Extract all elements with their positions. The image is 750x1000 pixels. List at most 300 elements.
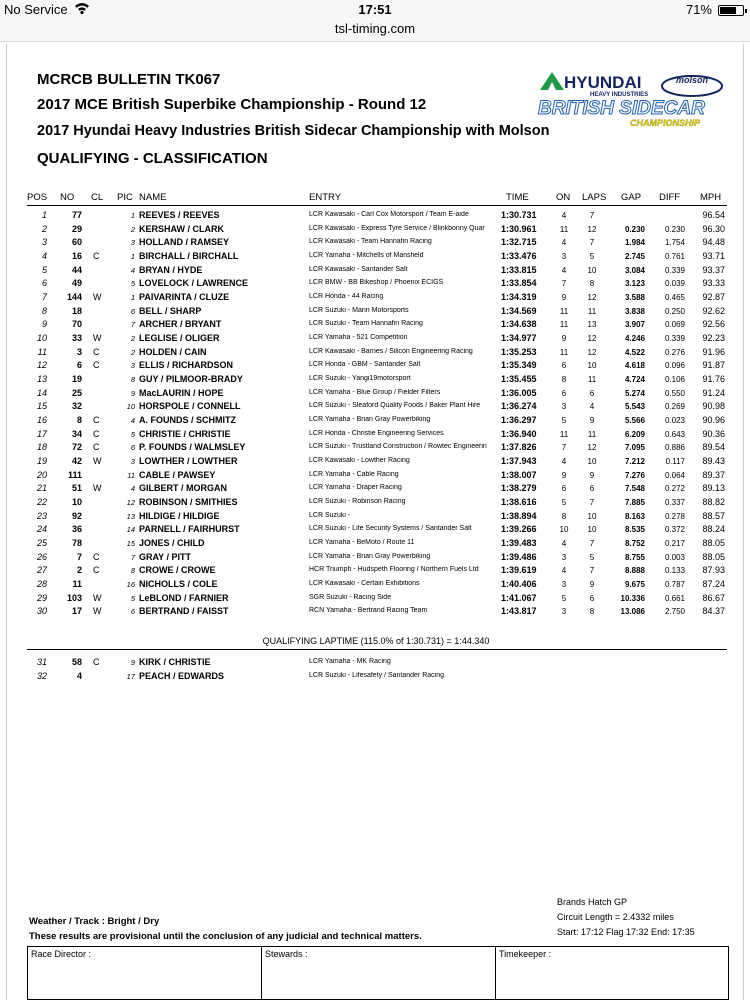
cell-pic: 12	[126, 498, 135, 508]
table-row	[7, 565, 745, 578]
table-row	[7, 606, 745, 619]
cell-gap: 8.535	[624, 525, 645, 535]
col-pic: PIC	[117, 192, 133, 203]
cell-diff: 0.761	[664, 252, 685, 261]
table-row	[7, 511, 745, 524]
cell-cl: C	[93, 360, 100, 371]
cell-time: 1:36.005	[501, 387, 537, 398]
cell-pic: 16	[126, 580, 135, 590]
cell-laps: 7	[589, 498, 595, 508]
cell-entry: LCR Honda - GBM - Santander Salt	[309, 361, 421, 369]
cell-name: BIRCHALL / BIRCHALL	[139, 251, 239, 261]
cell-name: PEACH / EDWARDS	[139, 670, 225, 681]
table-row	[7, 224, 745, 237]
cell-name: ELLIS / RICHARDSON	[139, 360, 234, 371]
cell-no: 29	[71, 223, 82, 234]
cell-mph: 91.96	[702, 346, 725, 357]
battery-icon	[718, 5, 744, 16]
cell-laps: 11	[587, 375, 597, 385]
cell-on: 11	[559, 224, 569, 234]
cell-name: NICHOLLS / COLE	[139, 579, 218, 590]
cell-no: 103	[66, 592, 82, 603]
cell-laps: 12	[587, 334, 597, 344]
cell-cl: W	[93, 483, 102, 494]
cell-entry: LCR Suzuki - Yangi19motorsport	[309, 375, 411, 383]
cell-no: 32	[71, 401, 82, 412]
cell-time: 1:34.977	[501, 333, 537, 344]
col-gap: GAP	[621, 192, 642, 203]
cell-entry: LCR Suzuki - Marin Motorsports	[309, 306, 409, 314]
weather-track: Weather / Track : Bright / Dry	[29, 916, 160, 927]
cell-entry: LCR Yamaha - MK Racing	[309, 658, 391, 665]
cell-entry: LCR Kawasaki - Santander Salt	[309, 265, 408, 273]
cell-pos: 10	[36, 333, 47, 344]
cell-pos: 16	[36, 415, 47, 426]
table-row	[7, 483, 745, 496]
cell-diff: 0.272	[664, 484, 685, 494]
cell-pos: 7	[41, 292, 47, 303]
cell-on: 4	[561, 238, 567, 248]
table-row	[7, 292, 745, 305]
cell-laps: 12	[587, 443, 597, 453]
cell-on: 7	[561, 443, 567, 453]
cell-pos: 5	[41, 264, 47, 275]
qualifying-laptime: QUALIFYING LAPTIME (115.0% of 1:30.731) = 1:44.340	[262, 636, 490, 646]
col-on: ON	[556, 192, 571, 203]
cell-on: 7	[561, 279, 567, 289]
table-row	[7, 456, 745, 469]
cell-pic: 10	[126, 402, 135, 412]
cell-time: 1:33.854	[501, 278, 537, 289]
cell-time: 1:37.826	[501, 442, 537, 453]
cell-entry: LCR BMW - BB Bikeshop / Phoenix ECIGS	[309, 279, 444, 287]
cell-diff: 0.643	[664, 429, 685, 439]
table-row	[7, 442, 745, 455]
cell-on: 5	[561, 416, 567, 426]
cell-time: 1:41.067	[501, 592, 537, 603]
cell-mph: 89.54	[702, 442, 725, 453]
cell-no: 10	[71, 497, 82, 508]
cell-cl: C	[93, 346, 100, 357]
table-row	[7, 237, 745, 250]
cell-name: LeBLOND / FARNIER	[139, 592, 229, 603]
cell-no: 34	[71, 428, 82, 439]
cell-gap: 3.838	[624, 306, 645, 316]
table-row	[7, 374, 745, 387]
cell-laps: 13	[587, 320, 597, 330]
cell-time: 1:39.486	[501, 551, 537, 562]
col-laps: LAPS	[582, 192, 607, 203]
cell-mph: 90.98	[702, 401, 725, 412]
cell-no: 25	[71, 387, 82, 398]
cell-mph: 91.76	[702, 374, 725, 385]
cell-time: 1:43.817	[501, 606, 537, 617]
cell-on: 4	[561, 566, 567, 576]
table-row	[7, 388, 745, 401]
cell-name: A. FOUNDS / SCHMITZ	[139, 415, 236, 426]
cell-mph: 89.43	[702, 456, 725, 467]
cell-entry: LCR Yamaha - Cable Racing	[309, 470, 399, 478]
cell-gap: 7.212	[624, 457, 645, 467]
col-name: NAME	[139, 192, 167, 203]
cell-on: 4	[561, 211, 567, 220]
cell-on: 8	[561, 511, 567, 521]
cell-no: 16	[71, 251, 82, 261]
cell-pos: 15	[36, 401, 47, 412]
bulletin-title: MCRCB BULLETIN TK067	[37, 71, 221, 88]
cell-pic: 14	[126, 525, 135, 535]
cell-time: 1:39.266	[501, 524, 537, 535]
cell-on: 4	[561, 539, 567, 549]
cell-diff: 0.250	[664, 306, 685, 316]
signature-box	[27, 946, 729, 1000]
cell-diff: 0.003	[664, 552, 685, 562]
clock: 17:51	[358, 2, 392, 17]
cell-cl: C	[93, 551, 100, 562]
cell-name: LOVELOCK / LAWRENCE	[139, 278, 249, 289]
cell-name: HOLLAND / RAMSEY	[139, 237, 229, 248]
cell-pos: 20	[36, 469, 47, 480]
cell-entry: LCR Suzuki - Robinson Racing	[309, 498, 406, 506]
logo-sponsor: molson	[676, 75, 709, 85]
cell-no: 36	[71, 524, 82, 535]
cell-time: 1:38.007	[501, 469, 537, 480]
table-row	[7, 306, 745, 319]
cell-mph: 93.71	[702, 251, 725, 261]
cell-pos: 27	[36, 565, 47, 576]
cell-entry: LCR Yamaha - Mitchells of Mansfield	[309, 252, 424, 259]
cell-no: 70	[71, 319, 82, 330]
cell-on: 6	[561, 388, 567, 398]
cell-entry: LCR Suzuki - Life Security Systems / Santander Salt	[309, 525, 472, 533]
cell-diff: 0.064	[664, 470, 685, 480]
cell-gap: 10.336	[620, 593, 645, 603]
cell-no: 51	[71, 483, 82, 494]
cell-on: 3	[561, 552, 567, 562]
cell-no: 18	[71, 305, 82, 316]
cell-pos: 8	[41, 305, 47, 316]
cell-gap: 4.246	[624, 334, 645, 344]
cell-pic: 7	[130, 552, 135, 562]
table-row	[7, 552, 745, 565]
cell-gap: 8.755	[624, 552, 645, 562]
cell-cl: W	[93, 292, 102, 303]
cell-time: 1:33.815	[501, 264, 537, 275]
col-cl: CL	[91, 192, 104, 203]
cell-pic: 4	[130, 265, 135, 275]
cell-pos: 23	[36, 510, 47, 521]
cell-laps: 12	[587, 224, 597, 234]
cell-pos: 19	[36, 456, 47, 467]
cell-mph: 89.37	[702, 469, 725, 480]
cell-gap: 9.675	[624, 580, 645, 590]
cell-pos: 31	[36, 657, 47, 667]
cell-name: JONES / CHILD	[139, 538, 205, 549]
cell-diff: 0.269	[664, 402, 685, 412]
cell-time: 1:39.483	[501, 538, 537, 549]
cell-diff: 0.106	[664, 375, 685, 385]
cell-laps: 7	[589, 539, 595, 549]
cell-entry: LCR Suzuki - Sleaford Quality Foods / Baker Plant Hire	[309, 402, 481, 410]
table-row	[7, 278, 745, 291]
cell-cl: C	[93, 251, 100, 261]
cell-no: 7	[76, 551, 82, 562]
cell-pos: 32	[36, 670, 47, 681]
cell-diff: 0.278	[664, 511, 685, 521]
cell-entry: LCR Suzuki -	[309, 511, 351, 519]
cell-on: 9	[561, 334, 567, 344]
cell-name: CHRISTIE / CHRISTIE	[139, 428, 231, 439]
cell-diff: 0.465	[664, 293, 685, 303]
cell-mph: 86.67	[702, 592, 725, 603]
cell-on: 8	[561, 375, 567, 385]
cell-diff: 0.023	[664, 416, 685, 426]
cell-time: 1:34.638	[501, 319, 537, 330]
session-times: Start: 17:12 Flag 17:32 End: 17:35	[557, 927, 695, 937]
col-time: TIME	[506, 192, 529, 203]
table-row	[7, 401, 745, 414]
cell-diff: 0.117	[665, 457, 685, 467]
cell-cl: W	[93, 333, 102, 344]
event-title: 2017 MCE British Superbike Championship - Round 12	[37, 96, 427, 113]
table-row	[7, 415, 745, 428]
cell-gap: 4.618	[624, 361, 645, 371]
cell-laps: 12	[587, 293, 597, 303]
cell-mph: 87.24	[702, 579, 725, 590]
cell-pos: 11	[37, 346, 47, 357]
cell-pic: 3	[130, 457, 135, 467]
cell-pic: 2	[130, 334, 135, 344]
cell-entry: LCR Kawasaki - Express Tyre Service / Blinkbonny Quar	[309, 224, 485, 232]
col-mph: MPH	[700, 192, 722, 203]
cell-entry: LCR Yamaha - BeMoto / Route 11	[309, 539, 415, 547]
url-text[interactable]: tsl-timing.com	[334, 21, 416, 36]
cell-cl: W	[93, 606, 102, 617]
cell-name: HILDIGE / HILDIGE	[139, 510, 220, 521]
cell-entry: LCR Honda - Christie Engineering Services	[309, 429, 444, 437]
cell-mph: 90.96	[702, 415, 725, 426]
cell-no: 144	[66, 292, 82, 303]
cell-entry: LCR Suzuki - Trustland Construction / Rowtec Engineerin	[309, 443, 487, 451]
cell-entry: LCR Kawasaki - Barnes / Silicon Engineering Racing	[309, 347, 473, 355]
cell-mph: 93.33	[702, 278, 725, 289]
cell-diff: 0.550	[664, 388, 685, 398]
table-row	[7, 671, 745, 684]
cell-entry: SGR Suzuki - Racing Side	[309, 593, 392, 601]
cell-pic: 6	[130, 607, 135, 617]
cell-time: 1:37.943	[501, 456, 537, 467]
cell-entry: LCR Suzuki - Lifesafety / Santander Racing	[309, 671, 445, 679]
cell-entry: LCR Kawasaki - Carl Cox Motorsport / Team E-aide	[309, 211, 469, 218]
cell-no: 44	[71, 264, 82, 275]
cell-on: 3	[561, 580, 567, 590]
cell-gap: 4.724	[624, 375, 645, 385]
cell-mph: 87.93	[702, 565, 725, 576]
cell-on: 4	[561, 457, 567, 467]
table-row	[7, 319, 745, 332]
cell-name: P. FOUNDS / WALMSLEY	[139, 442, 246, 453]
cell-mph: 96.54	[702, 210, 725, 220]
cell-cl: C	[93, 565, 100, 576]
cell-mph: 88.82	[702, 497, 725, 508]
race-director-field: Race Director :	[28, 947, 262, 1000]
cell-no: 3	[76, 346, 82, 357]
cell-gap: 7.548	[624, 484, 645, 494]
cell-mph: 92.62	[702, 305, 725, 316]
cell-diff: 0.096	[664, 361, 685, 371]
cell-pos: 2	[41, 223, 47, 234]
cell-laps: 7	[589, 566, 595, 576]
cell-no: 72	[71, 442, 82, 453]
cell-cl: C	[93, 442, 100, 453]
cell-gap: 3.907	[624, 320, 645, 330]
cell-no: 58	[71, 657, 82, 667]
cell-pic: 2	[130, 347, 135, 357]
cell-diff: 0.039	[664, 279, 685, 289]
cell-time: 1:34.319	[501, 292, 537, 303]
cell-mph: 88.24	[702, 524, 725, 535]
col-entry: ENTRY	[309, 192, 342, 203]
cell-gap: 8.752	[624, 539, 645, 549]
cell-mph: 94.48	[702, 237, 725, 248]
cell-name: MacLAURIN / HOPE	[139, 387, 224, 398]
cell-no: 60	[71, 237, 82, 248]
cell-laps: 10	[587, 511, 597, 521]
cell-gap: 8.163	[624, 511, 645, 521]
cell-time: 1:35.349	[501, 360, 537, 371]
cell-mph: 90.36	[702, 428, 725, 439]
cell-mph: 89.13	[702, 483, 725, 494]
cell-pic: 5	[130, 279, 135, 289]
cell-pic: 8	[130, 375, 135, 385]
status-bar	[0, 0, 750, 20]
cell-pic: 8	[130, 566, 135, 576]
logo-line1: BRITISH SIDECAR	[538, 98, 705, 119]
cell-laps: 7	[589, 238, 595, 248]
cell-on: 4	[561, 265, 567, 275]
cell-gap: 8.888	[624, 566, 645, 576]
cell-mph: 93.37	[702, 264, 725, 275]
championship-logo	[534, 68, 734, 130]
cell-entry: LCR Yamaha - 521 Competition	[309, 334, 408, 342]
cell-pic: 9	[130, 658, 135, 667]
cell-time: 1:39.619	[501, 565, 537, 576]
cell-laps: 9	[589, 416, 595, 426]
cell-entry: HCR Triumph - Hudspeth Flooring / Northern Fuels Ltd	[309, 566, 479, 574]
cell-on: 5	[561, 498, 567, 508]
cell-no: 77	[71, 210, 82, 220]
cell-laps: 10	[587, 457, 597, 467]
address-bar[interactable]	[0, 20, 750, 42]
cell-on: 3	[561, 252, 567, 261]
table-row	[7, 360, 745, 373]
cell-name: KIRK / CHRISTIE	[139, 657, 211, 667]
table-row	[7, 347, 745, 360]
cell-entry: RCN Yamaha - Bertrand Racing Team	[309, 607, 428, 615]
cell-on: 3	[561, 607, 567, 617]
cell-gap: 3.588	[624, 293, 645, 303]
cell-laps: 8	[589, 279, 595, 289]
table-row	[7, 579, 745, 592]
cell-pic: 1	[130, 293, 135, 303]
cell-laps: 5	[589, 252, 595, 261]
cell-entry: LCR Kawasaki - Lowther Racing	[309, 457, 410, 465]
cell-on: 9	[561, 293, 567, 303]
cell-gap: 1.984	[624, 238, 645, 248]
cell-pic: 3	[130, 361, 135, 371]
cell-laps: 11	[587, 429, 597, 439]
qualify-rule	[27, 649, 727, 650]
table-row	[7, 429, 745, 442]
cell-no: 2	[76, 565, 82, 576]
cell-pic: 1	[130, 211, 135, 220]
cell-entry: LCR Yamaha - Draper Racing	[309, 484, 402, 492]
cell-mph: 88.05	[702, 538, 725, 549]
cell-no: 33	[71, 333, 82, 344]
cell-pic: 5	[130, 429, 135, 439]
cell-name: GRAY / PITT	[139, 551, 192, 562]
cell-pic: 2	[130, 224, 135, 234]
cell-cl: W	[93, 592, 102, 603]
cell-name: CROWE / CROWE	[139, 565, 216, 576]
cell-on: 11	[559, 320, 569, 330]
cell-name: HOLDEN / CAIN	[139, 346, 207, 357]
cell-gap: 3.123	[624, 279, 645, 289]
cell-pos: 13	[36, 374, 47, 385]
cell-laps: 6	[589, 593, 595, 603]
cell-entry: LCR Yamaha - Blue Group / Fielder Filters	[309, 388, 441, 396]
session-title: QUALIFYING - CLASSIFICATION	[37, 150, 268, 167]
cell-laps: 7	[589, 211, 595, 220]
table-row	[7, 538, 745, 551]
cell-gap: 7.276	[624, 470, 645, 480]
cell-pos: 25	[36, 538, 47, 549]
cell-name: KERSHAW / CLARK	[139, 223, 224, 234]
cell-pos: 24	[36, 524, 47, 535]
cell-time: 1:38.279	[501, 483, 537, 494]
logo-line2: CHAMPIONSHIP	[630, 118, 701, 128]
cell-name: ROBINSON / SMITHIES	[139, 497, 238, 508]
cell-pos: 28	[36, 579, 47, 590]
cell-pic: 9	[130, 388, 135, 398]
cell-gap: 2.745	[624, 252, 645, 261]
cell-laps: 10	[587, 361, 597, 371]
cell-laps: 4	[589, 402, 595, 412]
cell-pos: 4	[41, 251, 47, 261]
cell-entry: LCR Yamaha - Brian Gray Powerbiking	[309, 552, 431, 560]
cell-pos: 26	[36, 551, 47, 562]
cell-diff: 0.133	[664, 566, 685, 576]
cell-diff: 0.069	[664, 320, 685, 330]
col-no: NO	[60, 192, 75, 203]
cell-laps: 9	[589, 580, 595, 590]
battery-percentage: 71%	[685, 2, 712, 17]
cell-on: 9	[561, 470, 567, 480]
cell-mph: 92.23	[702, 333, 725, 344]
cell-pos: 9	[41, 319, 47, 330]
cell-pos: 17	[36, 428, 47, 439]
cell-cl: C	[93, 428, 100, 439]
cell-gap: 6.209	[624, 429, 645, 439]
cell-gap: 5.566	[624, 416, 645, 426]
cell-time: 1:34.569	[501, 305, 537, 316]
table-row	[7, 333, 745, 346]
provisional-notice: These results are provisional until the conclusion of any judicial and technical matters.	[29, 931, 422, 942]
cell-on: 11	[559, 429, 569, 439]
cell-pos: 30	[36, 606, 47, 617]
cell-diff: 2.750	[664, 607, 685, 617]
carrier-label: No Service	[4, 2, 68, 17]
